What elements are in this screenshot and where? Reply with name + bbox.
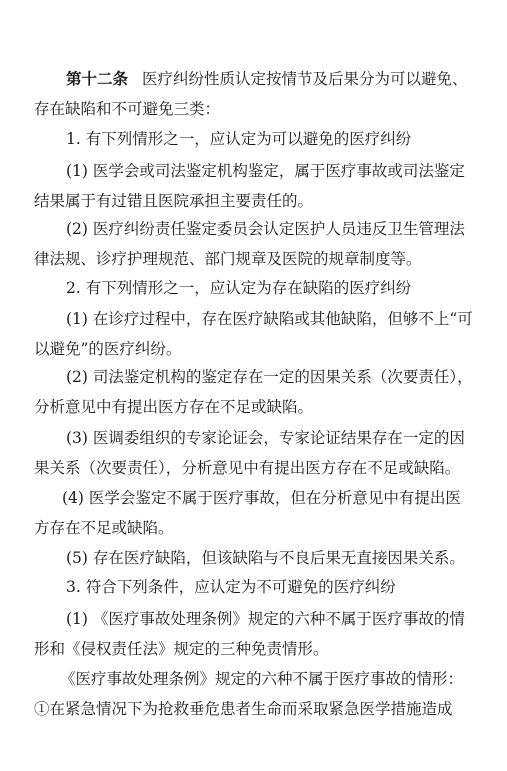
section-3-item-1-line-1: (1) 《医疗事故处理条例》规定的六种不属于医疗事故的情: [66, 610, 465, 628]
section-3-heading: 3. 符合下列条件，应认定为不可避免的医疗纠纷: [66, 578, 396, 596]
section-1-item-1-line-1: (1) 医学会或司法鉴定机构鉴定，属于医疗事故或司法鉴定: [66, 162, 465, 180]
section-3-note-line-1: 《医疗事故处理条例》规定的六种不属于医疗事故的情形：: [60, 670, 464, 688]
section-2-item-2-line-1: (2) 司法鉴定机构的鉴定存在一定的因果关系（次要责任），: [66, 368, 473, 386]
article-intro-line-1: [66, 64, 468, 94]
section-2-item-1-line-1: (1) 在诊疗过程中，存在医疗缺陷或其他缺陷，但够不上“可: [66, 310, 473, 328]
section-2-heading: 2. 有下列情形之一，应认定为存在缺陷的医疗纠纷: [66, 279, 412, 297]
article-number: 第十二条: [66, 70, 129, 88]
section-1-item-2-line-1: (2) 医疗纠纷责任鉴定委员会认定医护人员违反卫生管理法: [66, 220, 465, 238]
article-intro-text: 医疗纠纷性质认定按情节及后果分为可以避免、: [142, 70, 468, 88]
section-2-item-4-line-1: (4) 医学会鉴定不属于医疗事故，但在分析意见中有提出医: [62, 489, 461, 507]
section-2-item-2-line-2: 分析意见中有提出医方存在不足或缺陷。: [34, 398, 314, 416]
section-1-heading: 1. 有下列情形之一，应认定为可以避免的医疗纠纷: [66, 130, 412, 148]
section-2-item-3-line-2: 果关系（次要责任），分析意见中有提出医方存在不足或缺陷。: [34, 459, 461, 477]
section-2-item-5: (5) 存在医疗缺陷，但该缺陷与不良后果无直接因果关系。: [66, 549, 465, 567]
section-1-item-2-line-2: 律法规、诊疗护理规范、部门规章及医院的规章制度等。: [34, 250, 422, 268]
section-2-item-3-line-1: (3) 医调委组织的专家论证会，专家论证结果存在一定的因: [66, 429, 465, 447]
section-1-item-1-line-2: 结果属于有过错且医院承担主要责任的。: [34, 192, 314, 210]
section-3-item-1-line-2: 形和《侵权责任法》规定的三种免责情形。: [34, 640, 329, 658]
section-3-note-line-2: ①在紧急情况下为抢救垂危患者生命而采取紧急医学措施造成: [34, 700, 453, 718]
section-2-item-1-line-2: 以避免”的医疗纠纷。: [34, 340, 182, 358]
article-intro-line-2: 存在缺陷和不可避免三类：: [34, 100, 221, 118]
section-2-item-4-line-2: 方存在不足或缺陷。: [34, 519, 174, 537]
